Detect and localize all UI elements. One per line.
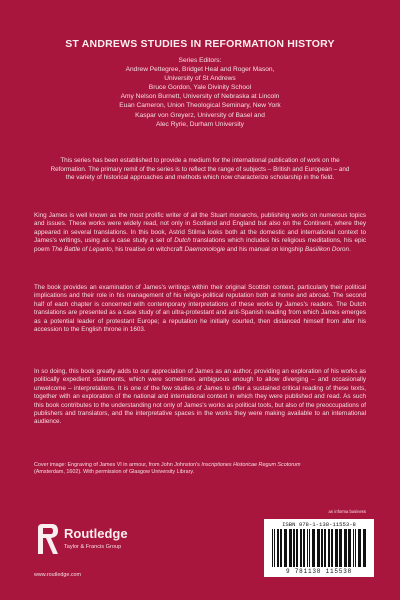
barcode-bar <box>335 529 338 567</box>
barcode-bar <box>280 529 282 567</box>
barcode-bar <box>296 529 298 567</box>
italic-run: Dutch <box>174 237 191 245</box>
barcode-bar <box>339 529 342 567</box>
barcode-bar <box>358 529 361 567</box>
editors-heading: Series Editors: <box>178 57 222 64</box>
publisher-name: Routledge <box>64 526 128 541</box>
publisher-logo <box>34 520 184 564</box>
barcode-bar <box>303 529 305 567</box>
text-run: . <box>349 245 351 253</box>
barcode-bar <box>324 529 326 567</box>
barcode-bar <box>312 529 315 567</box>
text-run: , his treatise on witchcraft <box>111 245 185 253</box>
editor-line: Euan Cameron, Union Theological Seminary, New York <box>119 102 281 110</box>
italic-run: Daemonologie <box>184 245 226 253</box>
barcode-bar <box>293 529 295 567</box>
barcode-bar <box>353 529 354 567</box>
editor-line: Andrew Pettegree, Bridget Heal and Roger Mason, <box>125 66 275 74</box>
routledge-logo-icon <box>34 522 60 556</box>
series-editors <box>0 56 400 129</box>
series-title: ST ANDREWS STUDIES IN REFORMATION HISTORY <box>65 38 335 50</box>
text-run: (Amsterdam, 1602). With permission of Glasgow University Library. <box>34 469 195 476</box>
barcode-bar <box>355 529 356 567</box>
editor-line: Amy Nelson Burnett, University of Nebraska at Lincoln <box>120 93 280 101</box>
publisher-group: Taylor & Francis Group <box>64 544 122 550</box>
barcode-bar <box>284 529 287 567</box>
blurb-paragraph-2: The book provides an examination of James's writings within their original Scottish context, particularly their political implications and their role in his management of his religio-political reputation both at home and abroad. The second half of each chapter is concerned with contemporary interpretations of these works by James's readers. The Dutch translations are presented as a case study of an ultra-protestant and anti-Spanish reading from which James emerges as a potential leader of protestant Europe; a reputation he initially courted, then distanced himself from after his accession to the English throne in 1603. <box>34 284 366 334</box>
barcode-bar <box>272 529 273 567</box>
italic-run: Basilikon Doron <box>304 245 350 253</box>
imprint-line: an informa business <box>328 509 366 514</box>
barcode-bar <box>363 529 366 567</box>
italic-run: Inscriptiones Historicae Regum Scotorum <box>201 462 301 468</box>
barcode-bar <box>289 529 292 567</box>
blurb-paragraph-3: In so doing, this book greatly adds to our appreciation of James as an author, providing an exploration of his works as politically expedient statements, which were sometimes ambiguous enough to allow diverging – and occasionally unwelcome – interpretations. It is one of the few studies of James to offer a sustained critical reading of these texts, together with an exploration of the national and international context in which they were published and read. As such this book contributes to the understanding not only of James's works as political tools, but also of the preoccupations of publishers and translators, and the interpretative spaces in the works they were making available to an international audience. <box>34 368 366 426</box>
italic-run: The Battle of Lepanto <box>51 245 112 253</box>
editor-line: Kaspar von Greyerz, University of Basel and <box>135 111 265 119</box>
barcode-bar <box>309 529 310 567</box>
cover-image-credit <box>34 462 306 477</box>
blurb-paragraph-1 <box>34 212 366 254</box>
barcode-bar <box>307 529 308 567</box>
barcode-bar <box>321 529 323 567</box>
barcode-bar <box>328 529 330 567</box>
isbn-digits: 9 781138 115538 <box>285 568 352 575</box>
isbn-label: ISBN 978-1-138-11553-8 <box>282 521 356 528</box>
editor-line: Alec Ryrie, Durham University <box>156 120 244 128</box>
publisher-website: www.routledge.com <box>34 572 82 578</box>
isbn-barcode-block <box>264 519 374 577</box>
text-run: and his manual on kingship <box>225 245 305 253</box>
text-run: King James is well known as the most prolific writer of all the Stuart monarchs, publishing works on numerous topics and issues. These works were widely read, not only in Scotland and England but also on the Continent, where they appeared in several translations. In this book, Astrid Stilma looks both at the domestic and international context to James's writings, using as a case study a set of <box>34 212 366 245</box>
barcode-bar <box>344 529 347 567</box>
barcode-bar <box>300 529 302 567</box>
barcode-bar <box>277 529 279 567</box>
editor-line: University of St Andrews <box>164 75 236 83</box>
barcode <box>270 529 368 567</box>
barcode-bar <box>317 529 320 567</box>
barcode-bar <box>274 529 275 567</box>
series-description: This series has been established to provide a medium for the international publication of work on the Reformation. The primary remit of the series is to reflect the range of subjects – British and European – and the variety of historical approaches and methods which now characterize scholarship in the field. <box>50 157 350 182</box>
text-run: Cover image: Engraving of James VI in armour, from John Johnston's <box>34 462 202 468</box>
text-run: translations which includes his religious meditations, his epic poem <box>34 237 366 253</box>
barcode-bar <box>331 529 333 567</box>
barcode-bar <box>348 529 351 567</box>
editor-line: Bruce Gordon, Yale Divinity School <box>148 84 252 92</box>
